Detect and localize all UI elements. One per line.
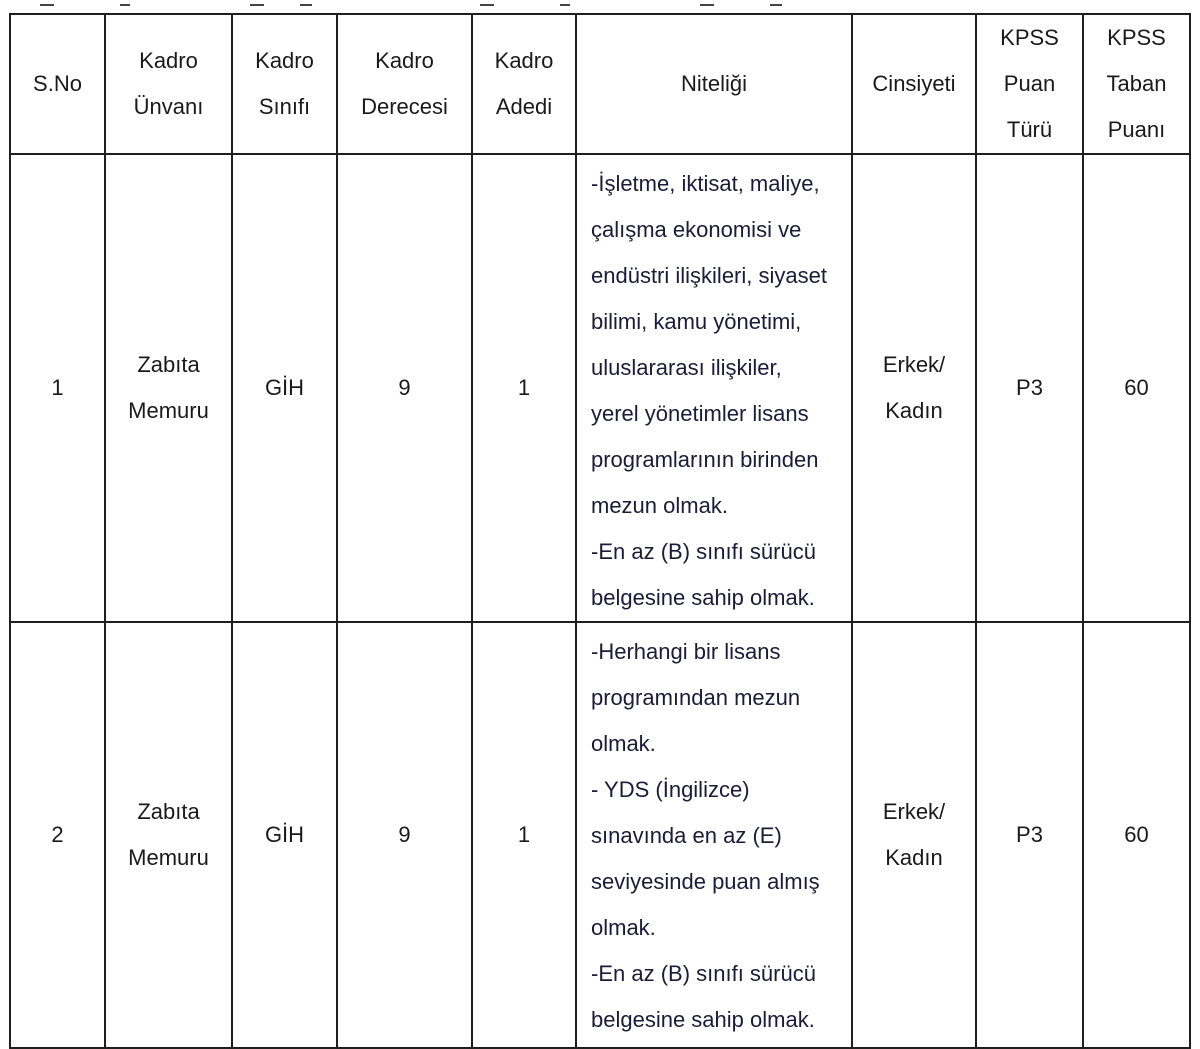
cell-kadro-sinifi: GİH (232, 154, 337, 622)
cell-kadro-unvani: Zabıta Memuru (105, 622, 232, 1048)
cell-kadro-adedi: 1 (472, 622, 576, 1048)
table-row (10, 154, 1190, 622)
cell-kpss-taban-puani: 60 (1083, 622, 1190, 1048)
cell-sno: 1 (10, 154, 105, 622)
cell-cinsiyeti: Erkek/ Kadın (852, 154, 976, 622)
header-niteligi: Niteliği (576, 14, 852, 154)
cell-kadro-sinifi: GİH (232, 622, 337, 1048)
cell-kadro-unvani: Zabıta Memuru (105, 154, 232, 622)
cell-niteligi: -Herhangi bir lisans programından mezun olmak. - YDS (İngilizce) sınavında en az (E) seviyesinde puan almış olmak. -En az (B) sınıfı sürücü belgesine sahip olmak. (576, 622, 852, 1048)
header-cinsiyeti: Cinsiyeti (852, 14, 976, 154)
table-row (10, 622, 1190, 1048)
cell-kpss-puan-turu: P3 (976, 622, 1083, 1048)
header-kadro-unvani: Kadro Ünvanı (105, 14, 232, 154)
cell-sno: 2 (10, 622, 105, 1048)
header-kpss-taban-puani: KPSS Taban Puanı (1083, 14, 1190, 154)
header-kadro-adedi: Kadro Adedi (472, 14, 576, 154)
cell-kpss-taban-puani: 60 (1083, 154, 1190, 622)
header-kadro-derecesi: Kadro Derecesi (337, 14, 472, 154)
cell-niteligi: -İşletme, iktisat, maliye, çalışma ekonomisi ve endüstri ilişkileri, siyaset bilimi, kamu yönetimi, uluslararası ilişkiler, yerel yönetimler lisans programlarının birinden mezun olmak. -En az (B) sınıfı sürücü belgesine sahip olmak. (576, 154, 852, 622)
cropped-text-fragment (0, 0, 1200, 8)
cell-cinsiyeti: Erkek/ Kadın (852, 622, 976, 1048)
header-row (10, 14, 1190, 154)
cell-kadro-adedi: 1 (472, 154, 576, 622)
cell-kadro-derecesi: 9 (337, 622, 472, 1048)
header-kadro-sinifi: Kadro Sınıfı (232, 14, 337, 154)
header-sno: S.No (10, 14, 105, 154)
header-kpss-puan-turu: KPSS Puan Türü (976, 14, 1083, 154)
cell-kpss-puan-turu: P3 (976, 154, 1083, 622)
staff-positions-table (9, 13, 1191, 1049)
cell-kadro-derecesi: 9 (337, 154, 472, 622)
